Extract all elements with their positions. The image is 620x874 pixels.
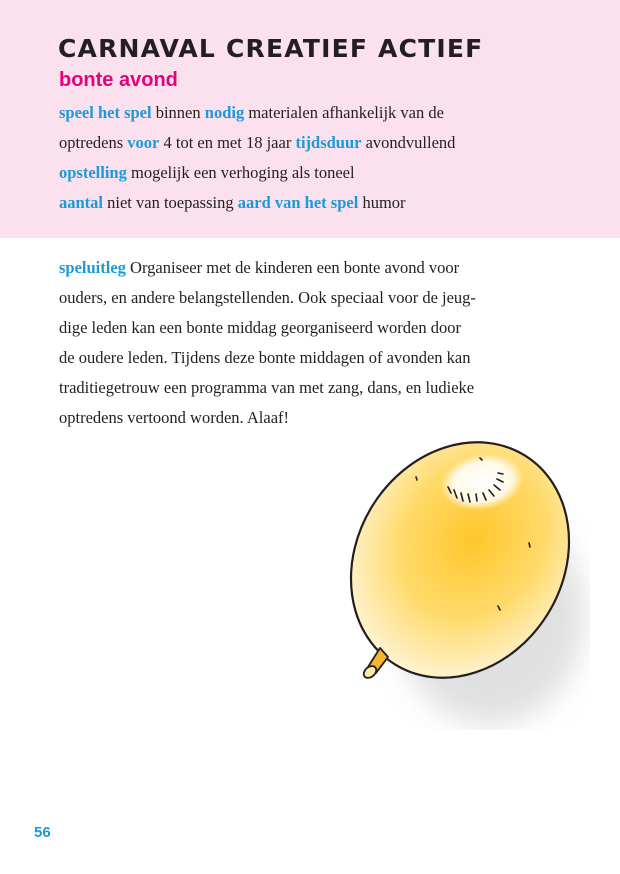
info-line-4 <box>59 193 406 213</box>
voor-label: voor <box>127 133 160 152</box>
nodig-label: nodig <box>204 103 245 122</box>
page-number: 56 <box>34 824 51 841</box>
uitleg-line-4: de oudere leden. Tijdens deze bonte middagen of avonden kan <box>59 348 471 367</box>
uitleg-line-3: dige leden kan een bonte middag georganiseerd worden door <box>59 318 461 337</box>
uitleg-line-1: Organiseer met de kinderen een bonte avond voor <box>130 258 460 277</box>
page-title: CARNAVAL CREATIEF ACTIEF <box>58 34 484 63</box>
uitleg-line-2: ouders, en andere belangstellenden. Ook speciaal voor de jeug- <box>59 288 476 307</box>
speel-value: binnen <box>155 103 201 122</box>
info-line-1 <box>59 103 444 123</box>
aard-value: humor <box>362 193 406 212</box>
header-band <box>0 0 620 238</box>
info-line-2 <box>59 133 455 153</box>
speluitleg-paragraph <box>59 253 564 433</box>
aard-label: aard van het spel <box>237 193 359 212</box>
aantal-value: niet van toepassing <box>107 193 234 212</box>
balloon-icon <box>340 430 590 730</box>
speel-label: speel het spel <box>59 103 152 122</box>
speluitleg-label: speluitleg <box>59 258 126 277</box>
tijdsduur-label: tijdsduur <box>295 133 362 152</box>
voor-value: 4 tot en met 18 jaar <box>163 133 292 152</box>
opstelling-label: opstelling <box>59 163 127 182</box>
nodig-value: materialen afhankelijk van de <box>248 103 444 122</box>
aantal-label: aantal <box>59 193 104 212</box>
opstelling-value: mogelijk een verhoging als toneel <box>130 163 355 182</box>
tijdsduur-value: avondvullend <box>365 133 456 152</box>
info-line-3 <box>59 163 355 183</box>
uitleg-line-5: traditiegetrouw een programma van met zang, dans, en ludieke <box>59 378 475 397</box>
uitleg-line-6: optredens vertoond worden. Alaaf! <box>59 408 290 427</box>
nodig-value-cont: optredens <box>59 133 124 152</box>
game-subtitle: bonte avond <box>59 69 178 91</box>
